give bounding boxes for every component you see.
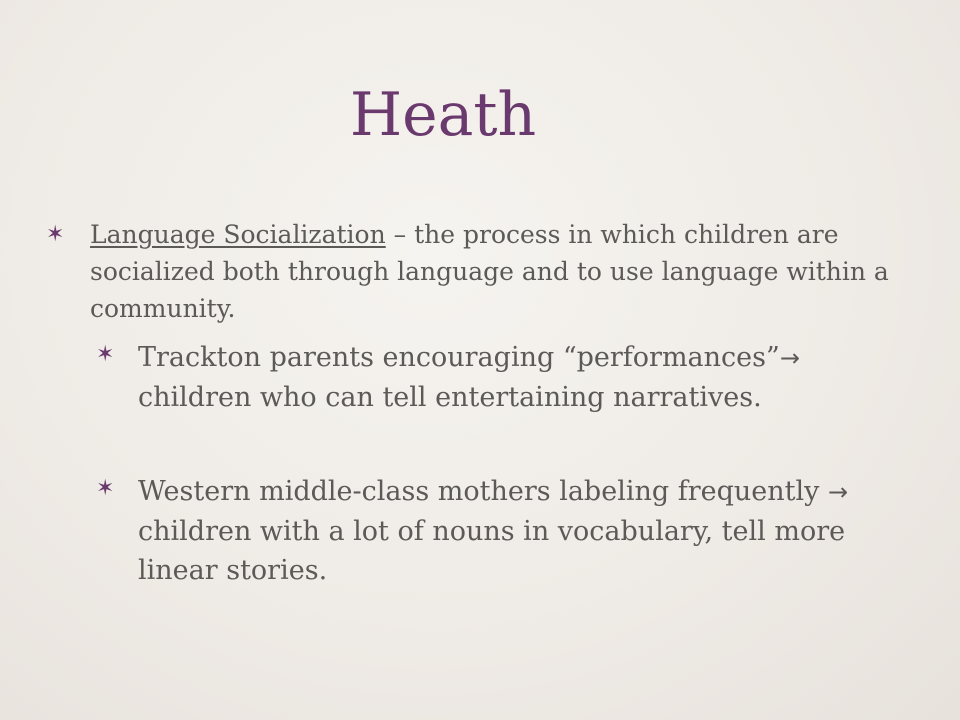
slide-title: Heath bbox=[349, 80, 537, 150]
right-arrow-icon: → bbox=[827, 478, 849, 506]
sub-bullet-cause: Trackton parents encouraging “performances” bbox=[138, 342, 780, 373]
sub-bullet-trackton bbox=[138, 338, 898, 417]
star-bullet-icon: ✶ bbox=[96, 342, 115, 367]
star-bullet-icon: ✶ bbox=[46, 222, 65, 247]
star-bullet-icon: ✶ bbox=[96, 476, 115, 501]
bullet-term: Language Socialization bbox=[90, 220, 386, 249]
sub-bullet-western-mothers bbox=[138, 472, 898, 590]
bullet-language-socialization bbox=[90, 216, 910, 327]
sub-bullet-cause: Western middle-class mothers labeling frequently bbox=[138, 476, 828, 507]
right-arrow-icon: → bbox=[779, 344, 800, 372]
sub-bullet-effect: children who can tell entertaining narratives. bbox=[138, 382, 762, 413]
bullet-definition: – the process in which children are socialized both through language and to use language within a community. bbox=[90, 220, 889, 323]
sub-bullet-effect: children with a lot of nouns in vocabulary, tell more linear stories. bbox=[138, 516, 846, 586]
